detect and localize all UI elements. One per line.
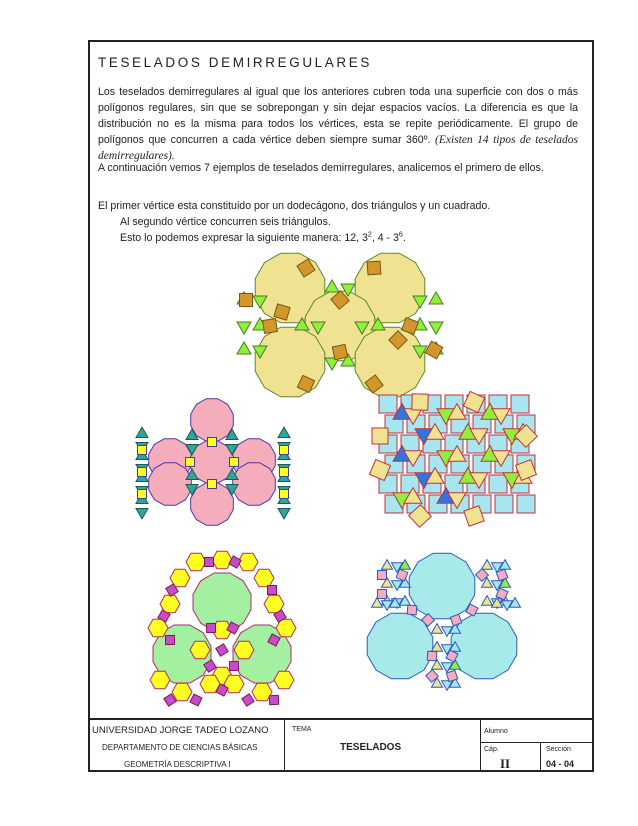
hexagon bbox=[212, 551, 232, 568]
alumno-label: Alumno bbox=[484, 728, 508, 735]
footer-divider bbox=[284, 720, 285, 772]
square bbox=[165, 635, 174, 644]
notation-prefix: Esto lo podemos expresar la siguiente manera: 12, 3 bbox=[120, 232, 368, 244]
tessellation-2-pink-dodecagons bbox=[136, 399, 290, 526]
square bbox=[138, 446, 147, 455]
square bbox=[517, 495, 535, 513]
dodecagon bbox=[191, 399, 234, 442]
square bbox=[378, 571, 387, 580]
footer-table bbox=[88, 718, 594, 772]
square bbox=[138, 490, 147, 499]
triangle bbox=[429, 322, 443, 334]
dodecagon bbox=[149, 463, 192, 506]
notation-sup-1: 2 bbox=[367, 231, 372, 239]
footer-divider bbox=[540, 742, 541, 772]
tessellation-4-hexagons-dodecagons bbox=[148, 551, 296, 706]
square bbox=[372, 428, 388, 444]
square bbox=[377, 589, 386, 598]
hexagon bbox=[254, 569, 274, 586]
triangle bbox=[136, 427, 148, 437]
square bbox=[269, 695, 278, 704]
seccion-label: Sección bbox=[546, 746, 571, 753]
square bbox=[242, 694, 254, 706]
square bbox=[268, 586, 277, 595]
hexagon bbox=[186, 553, 206, 570]
notation-sup-2: 6 bbox=[398, 231, 403, 239]
tema-value: TESELADOS bbox=[340, 742, 402, 753]
tessellation-3-squares-triangles bbox=[370, 391, 538, 527]
triangle bbox=[372, 598, 383, 608]
square bbox=[489, 475, 507, 493]
square bbox=[229, 661, 238, 670]
square bbox=[240, 294, 253, 307]
first-vertex-line: El primer vértice esta constituido por un dodecágono, dos triángulos y un cuadrado. bbox=[98, 200, 491, 212]
square bbox=[412, 394, 428, 410]
square bbox=[263, 319, 278, 334]
hexagon bbox=[172, 683, 192, 700]
cap-label: Cáp. bbox=[484, 746, 499, 753]
square bbox=[332, 344, 347, 359]
square bbox=[206, 623, 215, 632]
square bbox=[205, 558, 214, 567]
dodecagon bbox=[233, 463, 276, 506]
hexagon bbox=[234, 641, 254, 658]
dodecagon bbox=[367, 613, 433, 679]
intro-italic-note: (Existen 14 tipos de teselados demirregulares). bbox=[98, 134, 578, 162]
hexagon bbox=[238, 553, 258, 570]
triangle bbox=[278, 509, 290, 519]
square bbox=[208, 438, 217, 447]
cap-value: II bbox=[500, 756, 511, 771]
notation-mid: , 4 - 3 bbox=[371, 232, 399, 244]
footer-divider bbox=[480, 742, 594, 743]
square bbox=[407, 605, 417, 615]
triangle bbox=[325, 280, 339, 292]
second-vertex-line: Al segundo vértice concurren seis triángulos. bbox=[120, 216, 331, 228]
triangle bbox=[237, 342, 251, 354]
footer-divider bbox=[480, 720, 481, 772]
dodecagon bbox=[355, 327, 425, 397]
triangle bbox=[482, 596, 493, 606]
hexagon bbox=[150, 671, 170, 688]
triangle bbox=[325, 358, 339, 370]
examples-paragraph: A continuación vemos 7 ejemplos de teselados demirregulares, analicemos el primero de ellos. bbox=[98, 162, 544, 174]
triangle bbox=[278, 427, 290, 437]
square bbox=[367, 261, 381, 275]
square bbox=[401, 475, 419, 493]
square bbox=[280, 468, 289, 477]
seccion-value: 04 - 04 bbox=[546, 759, 575, 769]
square bbox=[208, 480, 217, 489]
hexagon bbox=[274, 671, 294, 688]
triangle bbox=[237, 322, 251, 334]
square bbox=[511, 395, 529, 413]
hexagon bbox=[190, 641, 210, 658]
square bbox=[186, 458, 195, 467]
square bbox=[280, 490, 289, 499]
square bbox=[379, 395, 397, 413]
dodecagon bbox=[191, 483, 234, 526]
dodecagon bbox=[255, 327, 325, 397]
triangle bbox=[382, 560, 393, 570]
square bbox=[190, 694, 202, 706]
dodecagon bbox=[191, 441, 234, 484]
square bbox=[216, 644, 228, 656]
triangle bbox=[482, 560, 493, 570]
tessellation-1-dodecagon-triangle-square bbox=[237, 253, 443, 397]
intro-text: Los teselados demirregulares al igual que los anteriores cubren toda una superficie con dos o más polígonos regulares, sin que se sobrepongan y sin dejar espacios vacíos. La diferencia es que la distribución no es la misma para todos los vértices, esta se repite periódicamente. El grupo de polígonos que concurren a cada vértice deben siempre sumar 360º. bbox=[98, 86, 578, 146]
dodecagon bbox=[409, 553, 475, 619]
square bbox=[495, 495, 513, 513]
square bbox=[425, 341, 443, 359]
tema-label: TEMA bbox=[292, 726, 312, 733]
triangle bbox=[136, 509, 148, 519]
square bbox=[138, 468, 147, 477]
tessellation-5-aqua-dodecagons bbox=[367, 553, 520, 690]
triangle bbox=[432, 624, 443, 634]
square bbox=[427, 651, 437, 661]
university-name: UNIVERSIDAD JORGE TADEO LOZANO bbox=[92, 725, 269, 736]
square bbox=[280, 446, 289, 455]
square bbox=[230, 458, 239, 467]
page-title: TESELADOS DEMIRREGULARES bbox=[98, 55, 372, 70]
triangle bbox=[429, 292, 443, 304]
notation-end: . bbox=[402, 232, 406, 244]
course-name: GEOMETRÍA DESCRIPTIVA I bbox=[124, 760, 231, 769]
department-name: DEPARTAMENTO DE CIENCIAS BÁSICAS bbox=[102, 743, 258, 752]
